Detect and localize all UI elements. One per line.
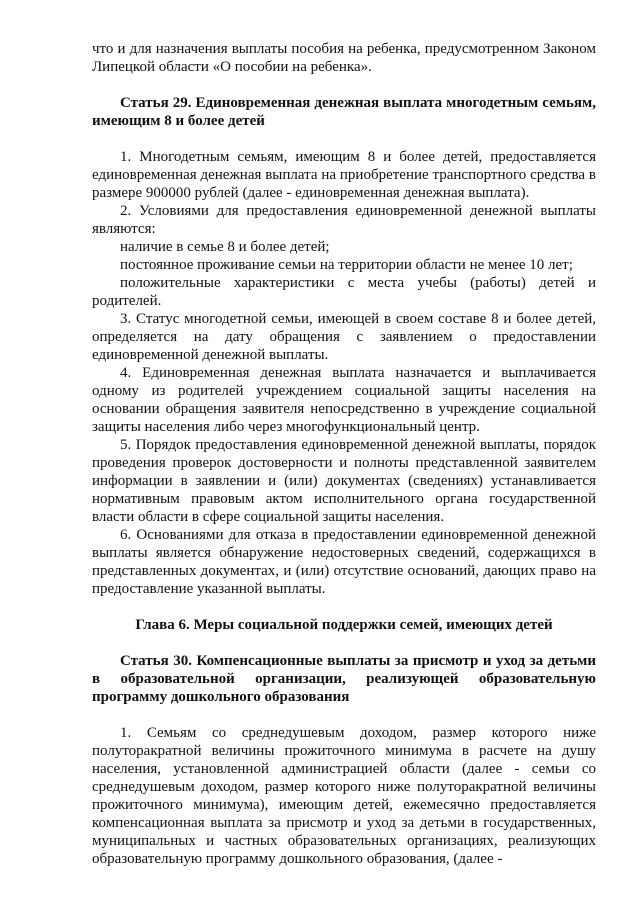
article-29-paragraph-1: 1. Многодетным семьям, имеющим 8 и более детей, предоставляется единовременная денежная выплата на приобретение транспортного средства в размере 900000 рублей (далее - единовременная денежная выплата). (92, 149, 596, 201)
chapter-6-title: Глава 6. Меры социальной поддержки семей, имеющих детей (135, 617, 553, 633)
article-29-paragraph-6: 6. Основаниями для отказа в предоставлении единовременной денежной выплаты является обнаружение недостоверных сведений, содержащихся в представленных документах, и (или) отсутствие оснований, дающих право на предоставление указанной выплаты. (92, 527, 596, 597)
article-29-paragraph-3: 3. Статус многодетной семьи, имеющей в своем составе 8 и более детей, определяется на дату обращения с заявлением о предоставлении единовременной денежной выплаты. (92, 311, 596, 363)
article-29-condition-1: наличие в семье 8 и более детей; (120, 239, 330, 255)
spacer (92, 130, 596, 148)
article-29-title: Статья 29. Единовременная денежная выплата многодетным семьям, имеющим 8 и более детей (92, 95, 596, 129)
article-29-condition-3: положительные характеристики с места учебы (работы) детей и родителей. (92, 275, 596, 309)
spacer (92, 598, 596, 616)
intro-paragraph: что и для назначения выплаты пособия на ребенка, предусмотренном Законом Липецкой области «О пособии на ребенка». (92, 41, 596, 75)
article-30-title: Статья 30. Компенсационные выплаты за присмотр и уход за детьми в образовательной организации, реализующей образовательную программу дошкольного образования (92, 653, 596, 705)
spacer (92, 634, 596, 652)
spacer (92, 706, 596, 724)
article-30-paragraph-1: 1. Семьям со среднедушевым доходом, размер которого ниже полуторакратной величины прожиточного минимума в расчете на душу населения, установленной администрацией области (далее - семьи со среднедушевым доходом, размер которого ниже полуторакратной величины прожиточного минимума), имеющим детей, ежемесячно предоставляется компенсационная выплата за присмотр и уход за детьми в государственных, муниципальных и частных образовательных организациях, реализующих образовательную программу дошкольного образования, (далее - (92, 725, 596, 867)
article-29-condition-2: постоянное проживание семьи на территории области не менее 10 лет; (120, 257, 573, 273)
spacer (92, 76, 596, 94)
article-29-paragraph-5: 5. Порядок предоставления единовременной денежной выплаты, порядок проведения проверок достоверности и полноты представленной заявителем информации в заявлении и (или) документах (сведениях) устанавливается нормативным правовым актом исполнительного органа государственной власти области в сфере социальной защиты населения. (92, 437, 596, 525)
article-29-paragraph-2: 2. Условиями для предоставления единовременной денежной выплаты являются: (92, 203, 596, 237)
article-29-paragraph-4: 4. Единовременная денежная выплата назначается и выплачивается одному из родителей учреждением социальной защиты населения на основании обращения заявителя непосредственно в учреждение социальной защиты населения либо через многофункциональный центр. (92, 365, 596, 435)
